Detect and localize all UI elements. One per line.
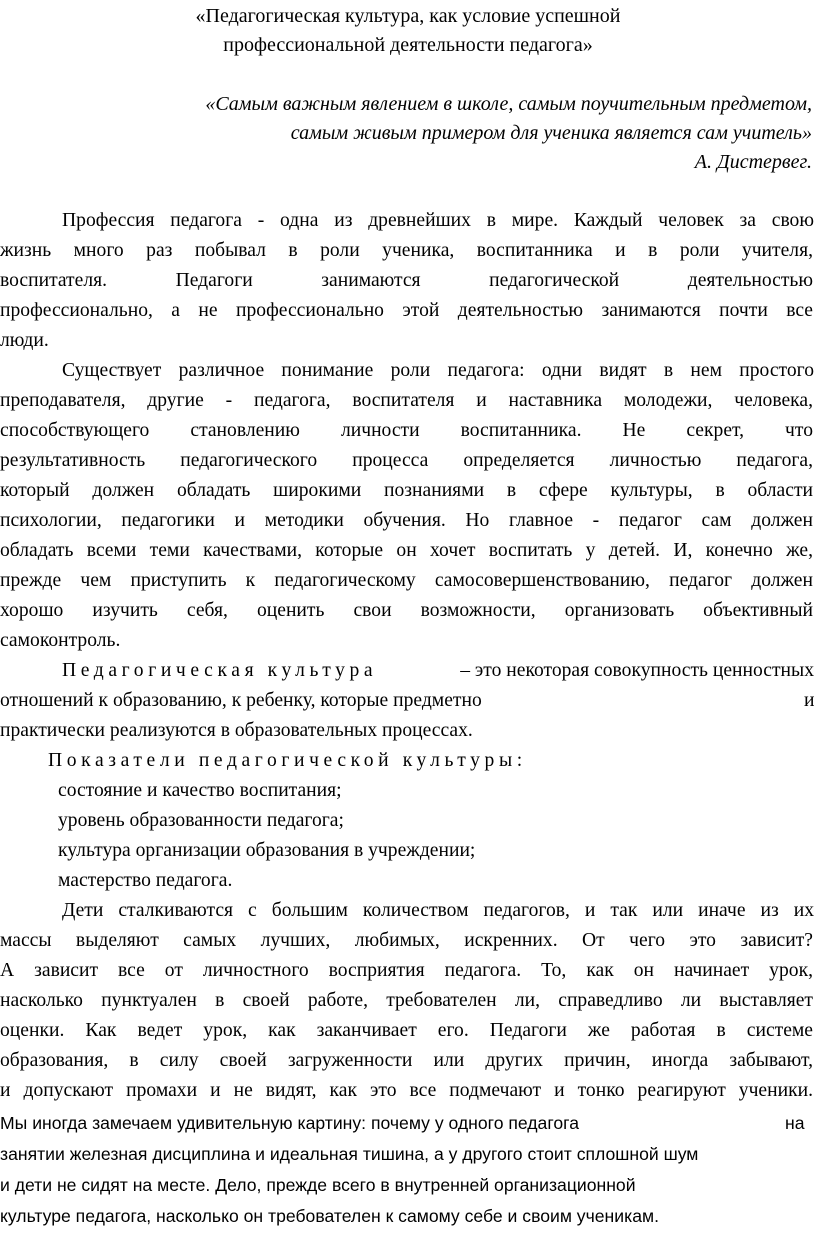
- paragraph-3-line: оценки. Как ведет урок, как заканчивает его. Педагоги же работая в системе: [0, 1020, 813, 1041]
- paragraph-2-line: обладать всеми теми качествами, которые он хочет воспитать у детей. И, конечно же,: [0, 540, 813, 561]
- epigraph-author: А. Дистервег.: [694, 151, 812, 173]
- definition-line-2-left: отношений к образованию, к ребенку, которые предметно: [0, 690, 482, 711]
- paragraph-3-line: образования, в силу своей загруженности или других причин, иногда забывают,: [0, 1050, 813, 1071]
- paragraph-2-line: способствующего становлению личности воспитанника. Не секрет, что: [0, 420, 813, 441]
- paragraph-1-line: люди.: [0, 330, 49, 351]
- paragraph-4-line-1-left: Мы иногда замечаем удивительную картину: почему у одного педагога: [0, 1113, 579, 1133]
- paragraph-2-line: самоконтроль.: [0, 630, 121, 651]
- paragraph-3-line: Дети сталкиваются с большим количеством педагогов, и так или иначе из их: [62, 900, 814, 921]
- indicator-item: уровень образованности педагога;: [58, 810, 344, 831]
- indicators-heading-colon: :: [516, 750, 523, 771]
- paragraph-1-line: жизнь много раз побывал в роли ученика, воспитанника и в роли учителя,: [0, 240, 813, 261]
- paragraph-1-line: воспитателя. Педагоги занимаются педагогической деятельностью: [0, 270, 813, 291]
- paragraph-4-line: и дети не сидят на месте. Дело, прежде всего в внутренней организационной: [0, 1175, 636, 1195]
- paragraph-1-line: профессионально, а не профессионально этой деятельностью занимаются почти все: [0, 300, 813, 321]
- paragraph-4-line-1-right: на: [785, 1113, 805, 1133]
- paragraph-4-line: занятии железная дисциплина и идеальная тишина, а у другого стоит сплошной шум: [0, 1144, 699, 1164]
- document-title-line-2: профессиональной деятельности педагога»: [223, 34, 593, 56]
- definition-line-2-right: и: [804, 690, 815, 711]
- definition-line-3: практически реализуются в образовательных процессах.: [0, 720, 473, 741]
- paragraph-2-line: Существует различное понимание роли педагога: одни видят в нем простого: [62, 360, 814, 381]
- paragraph-2-line: который должен обладать широкими познаниями в сфере культуры, в области: [0, 480, 813, 501]
- paragraph-3-line: массы выделяют самых лучших, любимых, искренних. От чего это зависит?: [0, 930, 813, 951]
- paragraph-3-line: А зависит все от личностного восприятия педагога. То, как он начинает урок,: [0, 960, 813, 981]
- indicators-heading: Показатели педагогической культуры: [48, 750, 517, 771]
- paragraph-2-line: психологии, педагогики и методики обучения. Но главное - педагог сам должен: [0, 510, 813, 531]
- epigraph-line-1: «Самым важным явлением в школе, самым поучительным предметом,: [205, 93, 812, 115]
- epigraph-line-2: самым живым примером для ученика является сам учитель»: [290, 122, 812, 144]
- indicator-item: состояние и качество воспитания;: [58, 780, 342, 801]
- paragraph-2-line: хорошо изучить себя, оценить свои возможности, организовать объективный: [0, 600, 813, 621]
- definition-line-1: [62, 657, 377, 685]
- paragraph-1-line: Профессия педагога - одна из древнейших в мире. Каждый человек за свою: [62, 210, 814, 231]
- indicators-heading-line: [48, 747, 522, 775]
- document-title-line-1: «Педагогическая культура, как условие успешной: [195, 5, 621, 27]
- paragraph-2-line: преподавателя, другие - педагога, воспитателя и наставника молодежи, человека,: [0, 390, 813, 411]
- paragraph-2-line: результативность педагогического процесса определяется личностью педагога,: [0, 450, 813, 471]
- definition-line-1-rest: – это некоторая совокупность ценностных: [460, 660, 814, 681]
- paragraph-4-line: культуре педагога, насколько он требователен к самому себе и своим ученикам.: [0, 1206, 659, 1226]
- indicator-item: мастерство педагога.: [58, 870, 233, 891]
- definition-term: Педагогическая культура: [62, 660, 378, 681]
- paragraph-3-line: насколько пунктуален в своей работе, требователен ли, справедливо ли выставляет: [0, 990, 813, 1011]
- paragraph-2-line: прежде чем приступить к педагогическому самосовершенствованию, педагог должен: [0, 570, 813, 591]
- paragraph-3-line: и допускают промахи и не видят, как это все подмечают и тонко реагируют ученики.: [0, 1080, 813, 1101]
- indicator-item: культура организации образования в учреждении;: [58, 840, 476, 861]
